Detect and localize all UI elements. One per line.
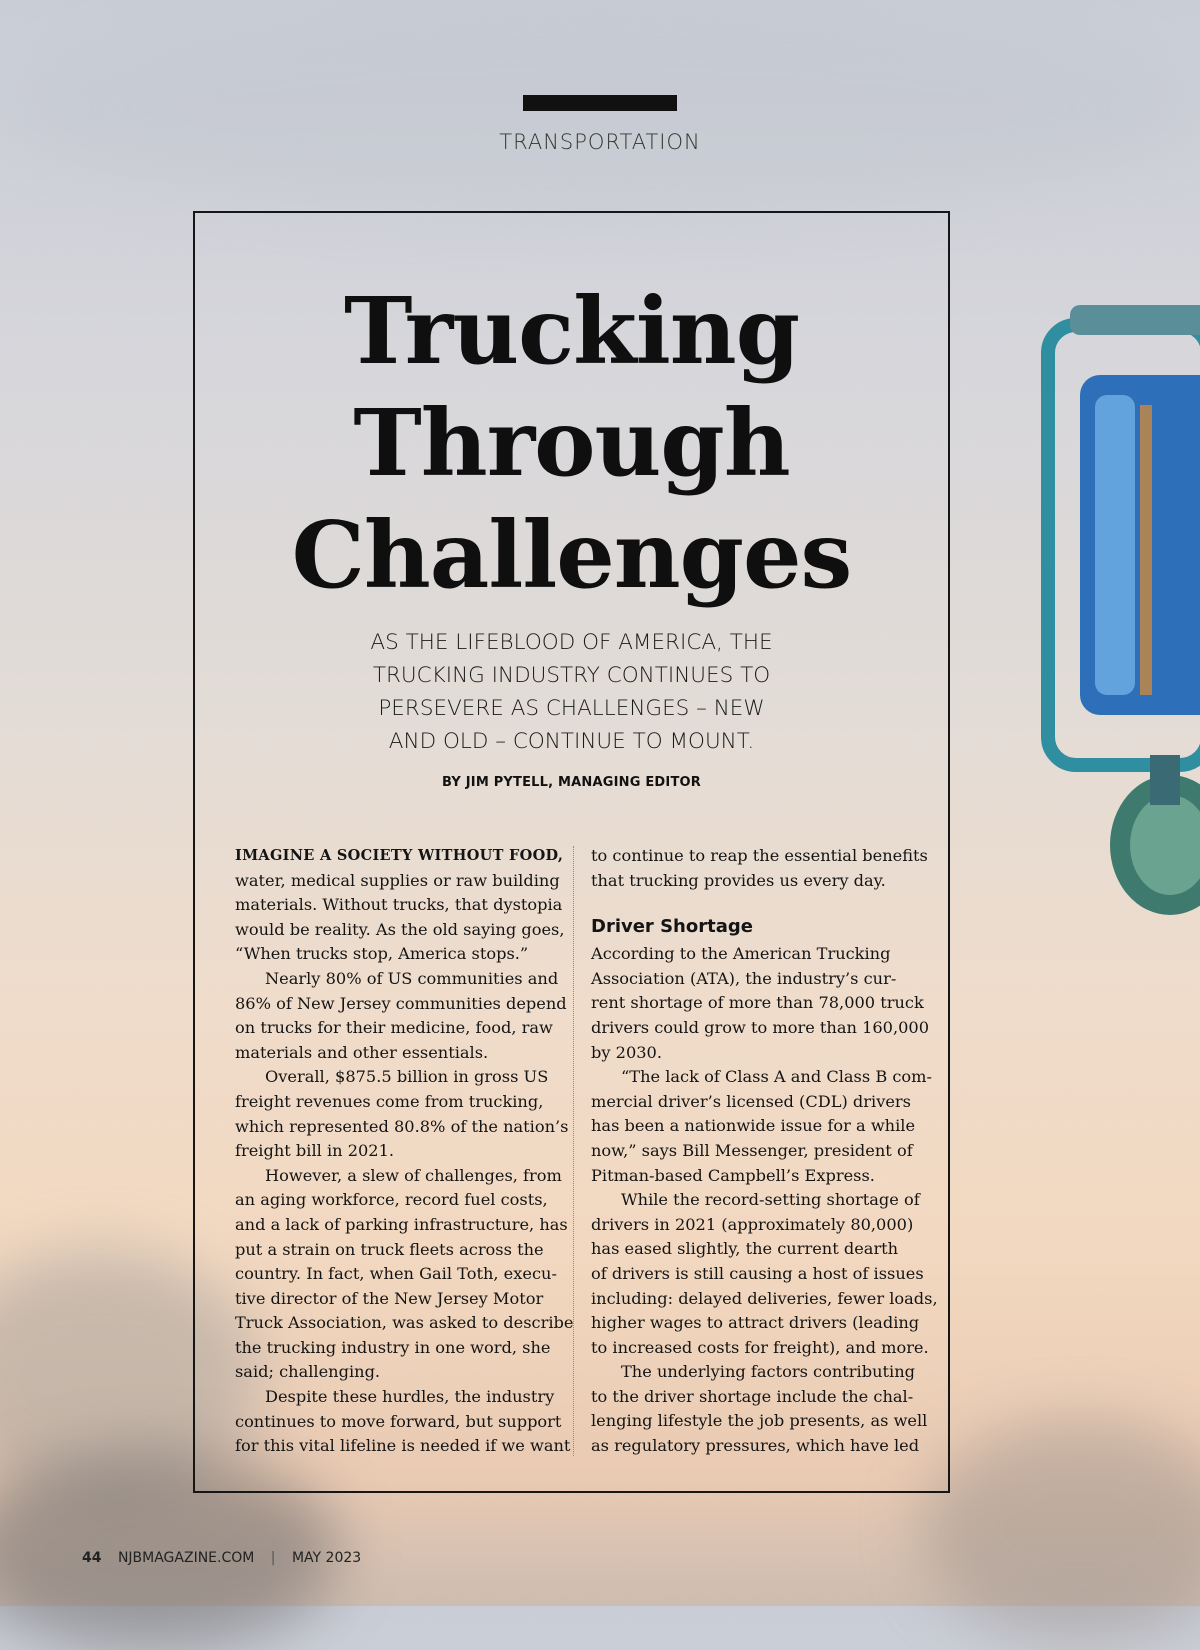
body-line: by 2030.	[591, 1042, 662, 1062]
body-line: to continue to reap the essential benefits	[591, 846, 928, 865]
body-line: the trucking industry in one word, she	[235, 1337, 551, 1357]
body-line: put a strain on truck fleets across the	[235, 1239, 544, 1259]
deck-line: PERSEVERE AS CHALLENGES – NEW	[378, 696, 765, 721]
section-marker-bar	[523, 95, 677, 111]
footer-site[interactable]: NJBMAGAZINE.COM	[117, 1550, 255, 1566]
body-line: which represented 80.8% of the nation’s	[235, 1116, 569, 1136]
body-line: Overall, $875.5 billion in gross US	[265, 1067, 549, 1087]
body-line: higher wages to attract drivers (leading	[591, 1313, 920, 1333]
subhead-driver-shortage: Driver Shortage	[591, 916, 753, 938]
body-line: and a lack of parking infrastructure, has	[235, 1214, 568, 1234]
page-footer	[82, 1550, 361, 1566]
body-line: materials. Without trucks, that dystopia	[235, 895, 563, 915]
page-number: 44	[82, 1550, 102, 1566]
body-line: drivers could grow to more than 160,000	[591, 1017, 930, 1037]
body-line: mercial driver’s licensed (CDL) drivers	[591, 1091, 911, 1111]
truck-mirror-illustration	[1040, 285, 1200, 925]
body-line: freight bill in 2021.	[235, 1141, 395, 1161]
body-line: now,” says Bill Messenger, president of	[591, 1140, 913, 1160]
body-line: drivers in 2021 (approximately 80,000)	[591, 1214, 914, 1234]
body-column-2	[591, 844, 938, 1459]
footer-separator: |	[270, 1550, 276, 1566]
body-line: to increased costs for freight), and more.	[591, 1337, 929, 1357]
body-line: that trucking provides us every day.	[591, 870, 886, 890]
body-line: “The lack of Class A and Class B com-	[621, 1067, 932, 1087]
body-line: to the driver shortage include the chal-	[591, 1386, 914, 1406]
body-line: While the record-setting shortage of	[621, 1190, 920, 1210]
headline-line: Through	[353, 389, 790, 497]
article-headline	[193, 275, 950, 611]
body-line: as regulatory pressures, which have led	[591, 1436, 920, 1456]
body-line: Truck Association, was asked to describe	[235, 1313, 574, 1333]
deck-line: AS THE LIFEBLOOD OF AMERICA, THE	[370, 630, 773, 655]
lead-in: IMAGINE A SOCIETY WITHOUT FOOD,	[235, 847, 564, 864]
body-line: “When trucks stop, America stops.”	[235, 944, 529, 964]
body-column-1	[235, 844, 574, 1459]
body-line: freight revenues come from trucking,	[235, 1091, 544, 1111]
body-line: Nearly 80% of US communities and	[265, 968, 559, 988]
body-line: an aging workforce, record fuel costs,	[235, 1190, 548, 1210]
body-line: continues to move forward, but support	[235, 1411, 562, 1431]
body-line: water, medical supplies or raw building	[235, 870, 560, 890]
body-line: lenging lifestyle the job presents, as well	[591, 1411, 928, 1431]
body-line: including: delayed deliveries, fewer loads,	[591, 1288, 938, 1308]
body-line: rent shortage of more than 78,000 truck	[591, 993, 924, 1013]
body-line: of drivers is still causing a host of issues	[591, 1263, 924, 1283]
byline: BY JIM PYTELL, MANAGING EDITOR	[442, 775, 701, 790]
body-line: Association (ATA), the industry’s cur-	[591, 968, 897, 988]
body-line: would be reality. As the old saying goes,	[235, 919, 565, 939]
body-line: 86% of New Jersey communities depend	[235, 993, 567, 1013]
headline-line: Challenges	[291, 501, 852, 609]
article-deck	[300, 626, 843, 758]
body-line: for this vital lifeline is needed if we want	[235, 1436, 571, 1456]
body-line: has been a nationwide issue for a while	[591, 1116, 916, 1136]
body-line: has eased slightly, the current dearth	[591, 1239, 899, 1259]
headline-line: Trucking	[343, 277, 800, 385]
body-line: country. In fact, when Gail Toth, execu-	[235, 1264, 557, 1284]
body-line: The underlying factors contributing	[621, 1362, 915, 1382]
footer-issue: MAY 2023	[291, 1550, 362, 1566]
column-divider	[573, 846, 574, 1456]
background-cloud	[920, 1420, 1200, 1640]
body-line: tive director of the New Jersey Motor	[235, 1288, 544, 1308]
deck-line: AND OLD – CONTINUE TO MOUNT.	[388, 729, 755, 754]
body-line: According to the American Trucking	[591, 944, 891, 964]
body-line: Despite these hurdles, the industry	[265, 1387, 555, 1407]
body-line: Pitman-based Campbell’s Express.	[591, 1165, 875, 1185]
body-line: However, a slew of challenges, from	[265, 1165, 562, 1185]
deck-line: TRUCKING INDUSTRY CONTINUES TO	[372, 663, 771, 688]
body-line: materials and other essentials.	[235, 1042, 489, 1062]
body-line: on trucks for their medicine, food, raw	[235, 1018, 553, 1038]
body-line: said; challenging.	[235, 1362, 381, 1382]
section-label: TRANSPORTATION	[499, 130, 701, 154]
